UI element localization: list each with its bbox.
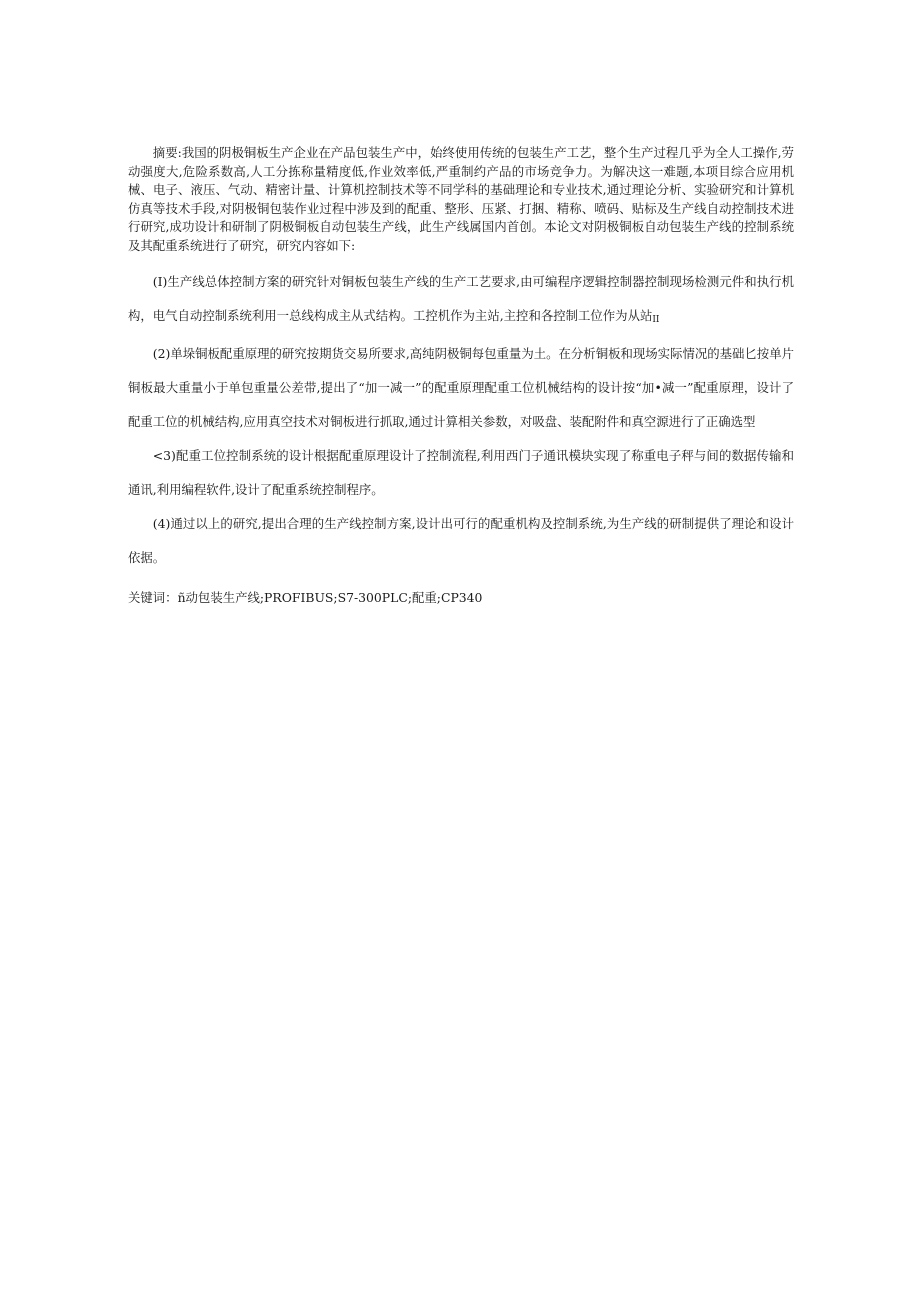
research-item-1-suffix: II <box>652 315 660 325</box>
research-item-4: (4)通过以上的研究,提出合理的生产线控制方案,设计出可行的配重机构及控制系统,为生产线的研制提供了理论和设计依据。 <box>128 516 794 565</box>
document-page <box>128 144 794 607</box>
keywords-line <box>128 589 794 607</box>
research-item-2: (2)单垛铜板配重原理的研究按期货交易所要求,高纯阴极铜每包重量为土。在分析铜板和现场实际情况的基础匕按单片铜板最大重量小于单包重量公差带,提出了“加一减一”的配重原理配重工位机械结构的设计按“加•减一”配重原理，设计了配重工位的机械结构,应用真空技术对铜板进行抓取,通过计算相关参数，对吸盘、装配附件和真空源进行了正确选型 <box>128 346 794 429</box>
abstract-paragraph: 摘要:我国的阴极铜板生产企业在产品包装生产中，始终使用传统的包装生产工艺，整个生产过程几乎为全人工操作,劳动强度大,危险系数高,人工分拣称量精度低,作业效率低,严重制约产品的市场竞争力。为解决这一难题,本项目综合应用机械、电子、液压、气动、精密计量、计算机控制技术等不同学科的基础理论和专业技术,通过理论分析、实验研究和计算机仿真等技术手段,对阴极铜包装作业过程中涉及到的配重、整形、压紧、打捆、精称、喷码、贴标及生产线自动控制技术进行研究,成功设计和研制了阴极铜板自动包装生产线，此生产线属国内首创。本论文对阴极铜板自动包装生产线的控制系统及其配重系统进行了研究，研究内容如下: <box>128 145 794 253</box>
keywords-text: ñ动包装生产线;PROFIBUS;S7-300PLC;配重;CP340 <box>177 590 483 605</box>
research-item-1 <box>128 265 794 337</box>
keywords-label: 关键词： <box>128 590 178 605</box>
research-item-1-text: (I)生产线总体控制方案的研究针对铜板包装生产线的生产工艺要求,由可编程序逻辑控制器控制现场检测元件和执行机构，电气自动控制系统利用一总线构成主从式结构。工控机作为主站,主控和各控制工位作为从站 <box>128 274 794 323</box>
research-item-3: <3)配重工位控制系统的设计根据配重原理设计了控制流程,利用西门子通讯模块实现了称重电子秤与间的数据传输和通讯,利用编程软件,设计了配重系统控制程序。 <box>128 448 794 497</box>
